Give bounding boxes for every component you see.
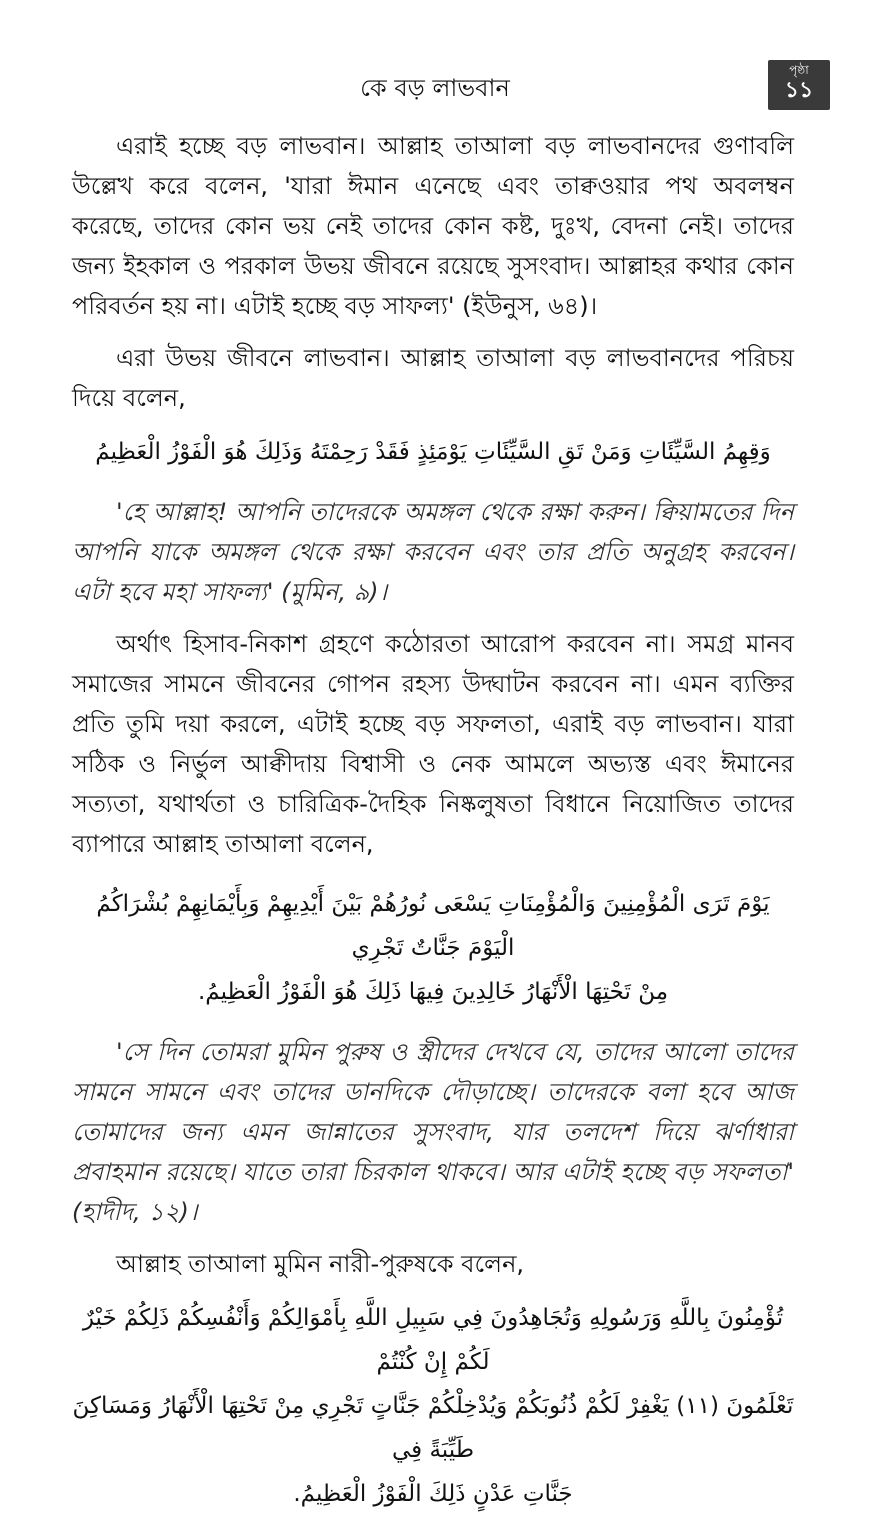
translation-quote-2: 'সে দিন তোমরা মুমিন পুরুষ ও স্ত্রীদের দেখবে যে, তাদের আলো তাদের সামনে সামনে এবং তাদের ডানদিকে দৌড়াচ্ছে। তাদেরকে বলা হবে আজ তোমাদের জন্য এমন জান্নাতের সুসংবাদ, যার তলদেশ দিয়ে ঝর্ণাধারা প্রবাহমান রয়েছে। যাতে তারা চিরকাল থাকবে। আর এটাই হচ্ছে বড় সফলতা' (হাদীদ, ১২)। (72, 1038, 794, 1226)
page-label: পৃষ্ঠা (789, 63, 809, 77)
page-number-badge (768, 60, 830, 110)
arabic-verse-3-line-2: تَعْلَمُونَ (١١) يَغْفِرْ لَكُمْ ذُنُوبَكُمْ وَيُدْخِلْكُمْ جَنَّاتٍ تَجْرِي مِنْ تَحْتِهَا الْأَنْهَارُ وَمَسَاكِنَ طَيِّبَةً فِي (72, 1393, 794, 1463)
paragraph-3: অর্থাৎ হিসাব-নিকাশ গ্রহণে কঠোরতা আরোপ করবেন না। সমগ্র মানব সমাজের সামনে জীবনের গোপন রহস্য উদ্ঘাটন করবেন না। এমন ব্যক্তির প্রতি তুমি দয়া করলে, এটাই হচ্ছে বড় সফলতা, এরাই বড় লাভবান। যারা সঠিক ও নির্ভুল আক্বীদায় বিশ্বাসী ও নেক আমলে অভ্যস্ত এবং ঈমানের সত্যতা, যথার্থতা ও চারিত্রিক-দৈহিক নিষ্কলুষতা বিধানে নিয়োজিত তাদের ব্যাপারে আল্লাহ তাআলা বলেন, (72, 630, 794, 858)
arabic-verse-2-line-2: مِنْ تَحْتِهَا الْأَنْهَارُ خَالِدِينَ فِيهَا ذَلِكَ هُوَ الْفَوْزُ الْعَظِيمُ. (197, 979, 669, 1005)
arabic-verse-3-line-3: جَنَّاتِ عَدْنٍ ذَلِكَ الْفَوْزُ الْعَظِيمُ. (293, 1481, 573, 1507)
translation-quote-1: 'হে আল্লাহ! আপনি তাদেরকে অমঙ্গল থেকে রক্ষা করুন। ক্বিয়ামতের দিন আপনি যাকে অমঙ্গল থেকে রক্ষা করবেন এবং তার প্রতি অনুগ্রহ করবেন। এটা হবে মহা সাফল্য' (মুমিন, ৯)। (72, 498, 794, 606)
page-number: ১১ (784, 78, 814, 103)
page-header (0, 63, 870, 112)
running-title: কে বড় লাভবান (360, 74, 510, 102)
paragraph-2: এরা উভয় জীবনে লাভবান। আল্লাহ তাআলা বড় লাভবানদের পরিচয় দিয়ে বলেন, (72, 344, 794, 412)
arabic-verse-3-line-1: تُؤْمِنُونَ بِاللَّهِ وَرَسُولِهِ وَتُجَاهِدُونَ فِي سَبِيلِ اللَّهِ بِأَمْوَالِكُمْ وَأَنْفُسِكُمْ ذَلِكُمْ خَيْرٌ لَكُمْ إِنْ كُنْتُمْ (82, 1305, 784, 1375)
arabic-verse-2-line-1: يَوْمَ تَرَى الْمُؤْمِنِينَ وَالْمُؤْمِنَاتِ يَسْعَى نُورُهُمْ بَيْنَ أَيْدِيهِمْ وَبِأَيْمَانِهِمْ بُشْرَاكُمُ الْيَوْمَ جَنَّاتٌ تَجْرِي (96, 891, 770, 961)
arabic-verse-1: وَقِهِمُ السَّيِّئَاتِ وَمَنْ تَقِ السَّيِّئَاتِ يَوْمَئِذٍ فَقَدْ رَحِمْتَهُ وَذَلِكَ هُوَ الْفَوْزُ الْعَظِيمُ (95, 439, 771, 465)
paragraph-1: এরাই হচ্ছে বড় লাভবান। আল্লাহ তাআলা বড় লাভবানদের গুণাবলি উল্লেখ করে বলেন, 'যারা ঈমান এনেছে এবং তাক্বওয়ার পথ অবলম্বন করেছে, তাদের কোন ভয় নেই তাদের কোন কষ্ট, দুঃখ, বেদনা নেই। তাদের জন্য ইহকাল ও পরকাল উভয় জীবনে রয়েছে সুসংবাদ। আল্লাহর কথার কোন পরিবর্তন হয় না। এটাই হচ্ছে বড় সাফল্য' (ইউনুস, ৬৪)। (72, 132, 794, 320)
page-body (72, 126, 794, 1516)
paragraph-4: আল্লাহ তাআলা মুমিন নারী-পুরুষকে বলেন, (116, 1250, 525, 1278)
